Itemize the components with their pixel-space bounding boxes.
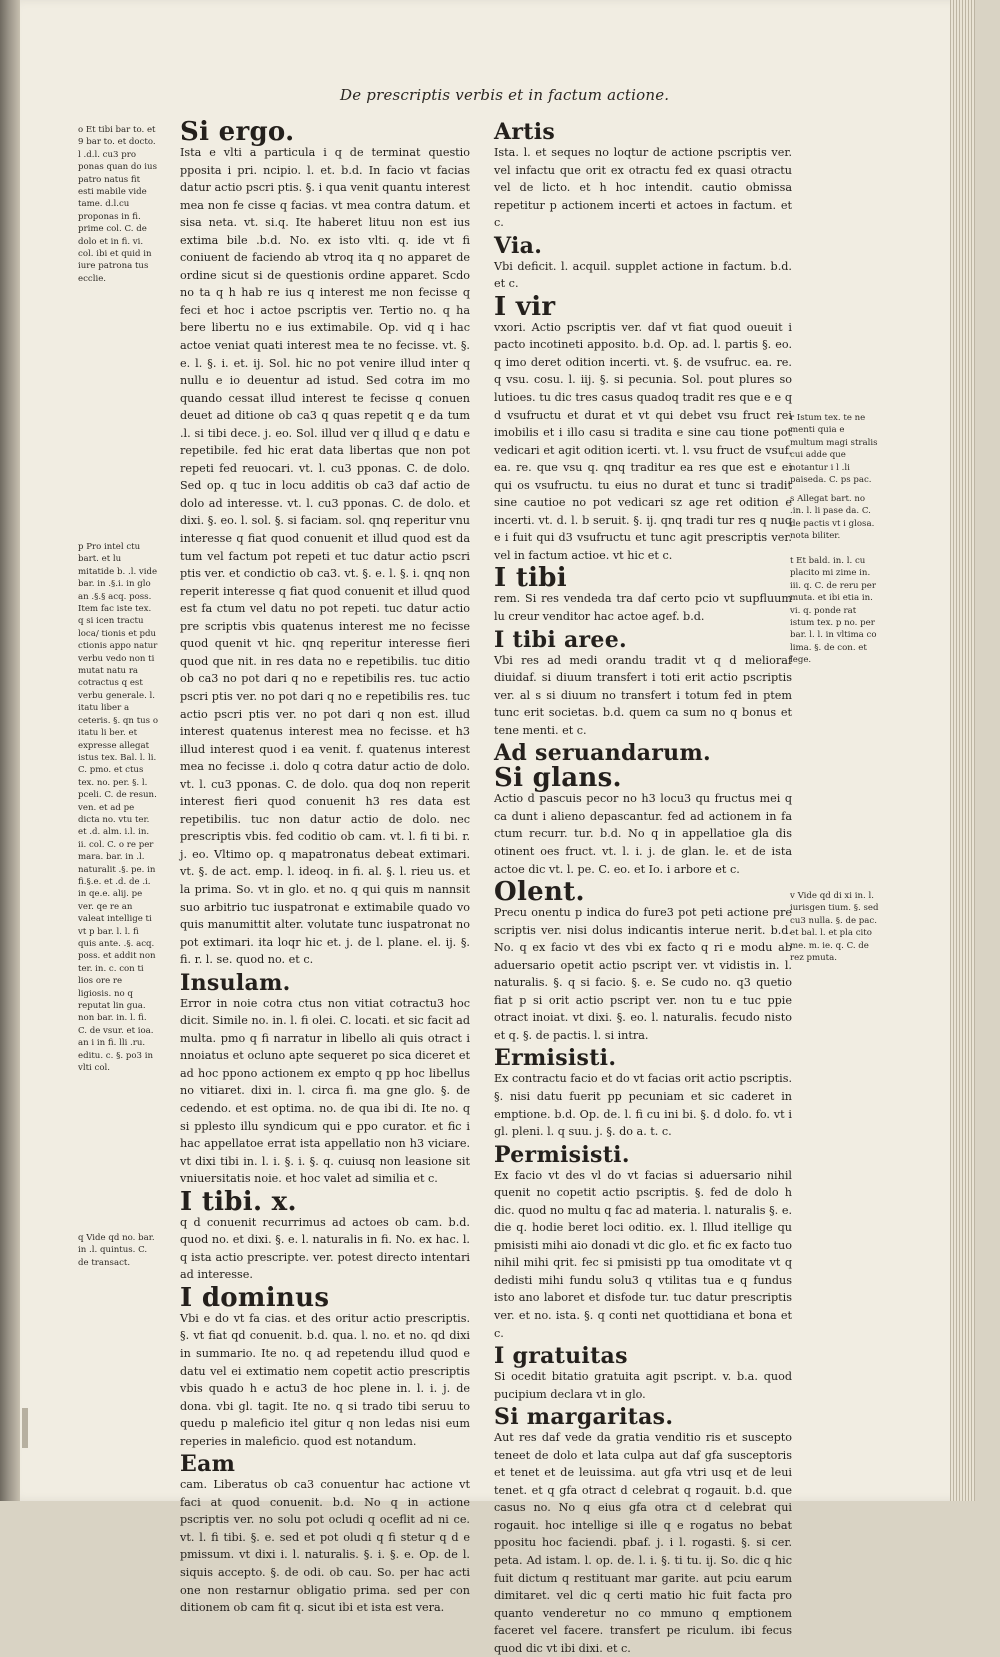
section <box>180 1453 470 1616</box>
lemma: Si ergo. <box>180 117 295 147</box>
lemma: Permisisti. <box>494 1141 630 1168</box>
commentary-text: Ex contractu facio et do vt facias orit actio pscriptis. §. nisi datu fuerit pp pecuniam et sic caderet in emptione. b.d. Op. de. l. fi cu ini bi. §. d dolo. fo. vt i gl. pleni. l. q suu. j. §. do a. t. c. <box>494 1072 792 1139</box>
lemma: I vir <box>494 291 556 322</box>
lemma: Si glans. <box>494 763 622 794</box>
lemma: Artis <box>494 119 556 145</box>
lemma: I tibi aree. <box>494 626 627 653</box>
commentary-text: rem. Si res vendeda tra daf certo pcio vt supfluum lu creur venditor hac actoe agef. b.d. <box>494 592 792 624</box>
section <box>180 969 470 1188</box>
commentary-text: Error in noie cotra ctus non vitiat cotractu3 hoc dicit. Simile no. in. l. fi olei. C. locati. et sic facit ad multa. pmo q fi narratur in libello ali quis otract i nnoiatus et ocluno apte sequeret po sica diceret et ad hoc ppono actionem ex empto q pp hoc libellus no vitiaret. dixi in. l. circa fi. ma gne glo. §. de cedendo. et est optima. no. de qua ibi di. Ite no. q si pplesto illu syndicum qui e ppo curator. et fic i hac appellatoe errat ista appellatio non h3 viciare. vt dixi tibi in. l. i. §. i. §. q. cuiusq non leasione sit vniuersitatis noie. et hoc valet ad similia et c. <box>180 996 470 1186</box>
commentary-text: vxori. Actio pscriptis ver. daf vt fiat quod oueuit i pacto incotineti apposito. b.d. Op. ad. l. partis §. eo. q imo deret odition incerti. vt. §. de vsufruc. ea. re. q vsu. cosu. l. iij. §. si pecunia. Sol. pout plures so lutioes. tu dic tres casus quadoq tradit res que e e q d vsufructu et durat et vt qui debet vsu fruct rei imobilis et i illo casu si tradita e sine cau tione pot vedicari et agit odition icerti. vt. l. vsu fruct de vsuf. ea. re. que vsu q. qnq traditur ea res que est e ei qui os vsufructu. tu eius no durat et tunc si tradit sine cautioe no pot vedicari sz age ret odition e incerti. vt. d. l. b seruit. §. ij. qnq tradi tur res q nuq e i fuit qui d3 vsufructu et tunc agit prescriptis ver. vel in factum actioe. vt hic et c. <box>494 320 792 562</box>
lemma: I dominus <box>180 1282 330 1313</box>
section <box>494 1406 792 1657</box>
section <box>494 291 792 565</box>
lemma: Olent. <box>494 877 585 908</box>
section <box>494 877 792 1044</box>
commentary-text: Vbi res ad medi orandu tradit vt q d melioraf diuidaf. si diuum transfert i toti erit actio pscriptis ver. al s si diuum no transfert i totum fed in ptem tunc erit societas. b.d. quem ca sum no q bonus et tene menti. et c. <box>494 653 792 737</box>
gloss-left-o: o Et tibi bar to. et 9 bar to. et docto. l .d.l. cu3 pro ponas quan do ius patro natus fit esti mabile vide tame. d.l.cu proponas in fi. prime col. C. de dolo et in fi. vi. col. ibi et quid in iure patrona tus ecclie. <box>78 125 158 284</box>
section <box>494 563 792 625</box>
lemma: I tibi <box>494 563 567 594</box>
commentary-text: Vbi e do vt fa cias. et des oritur actio prescriptis. §. vt fiat qd conuenit. b.d. qua. l. no. et no. qd dixi in summario. Ite no. q ad repetendu illud quod e datu vel ei extimatio nem copetit actio prescriptis vbis quado h e actu3 de hoc plene in. l. i. j. de dona. vbi gl. tagit. Ite no. q si trado tibi seruu to quedu p maleficio itel gitur q non ledas nisi eum reperies in maleficio. quod est notandum. <box>180 1311 470 1448</box>
gloss-right-t: t Et bald. in. l. cu placito mi zime in. iii. q. C. de reru per muta. et ibi etia in. vi. q. ponde rat istum tex. p no. per bar. l. l. in vltima co lima. §. de con. et lege. <box>790 556 877 666</box>
book-spine <box>0 0 22 1501</box>
gloss-left-q: q Vide qd no. bar. in .l. quintus. C. de transact. <box>78 1233 155 1268</box>
lemma: Eam <box>180 1451 236 1478</box>
gloss-left-p: p Pro intel ctu bart. et lu mitatide b. .l. vide bar. in .§.i. in glo an .§.§ acq. poss. Item fac iste tex. q si icen tractu loca/ tionis et pdu ctionis appo natur verbu vedo non ti mutat natu ra cotractus q est verbu generale. l. itatu liber a ceteris. §. qn tus o itatu li ber. et expresse allegat istus tex. Bal. l. li. C. pmo. et ctus tex. no. per. §. l. pceli. C. de resun. ven. et ad pe dicta no. vtu ter. et .d. alm. i.l. in. ii. col. C. o re per mara. bar. in .l. naturalit .§. pe. in fi.§.e. et .d. de .i. in qe.e. alij. pe ver. qe re an valeat intellige ti vt p bar. l. l. fi quis ante. .§. acq. poss. et addit non ter. in. c. con ti lios ore re ligiosis. no q reputat lin gua. non bar. in. l. fi. C. de vsur. et ioa. an i in fi. lli .ru. editu. c. §. po3 in vlti col. <box>78 542 158 1074</box>
gloss-right-v: v Vide qd di xi in. l. iurisgen tium. §. sed cu3 nulla. §. de pac. et bal. l. et pla cito me. m. ie. q. C. de rez pmuta. <box>790 891 879 964</box>
commentary-text: Precu onentu p indica do fure3 pot peti actione pre scriptis ver. nisi dolus indicantis interue nerit. b.d. No. q ex facio vt des vbi ex facto q ri e modu ab aduersario opetit actio pscript ver. vt vidistis in. l. naturalis. §. q si facio. §. e. Se cudo no. q3 quetio fiat p si orit actio pscript ver. non tu e tuc ppie otract inoiat. vt dixi. §. eo. l. naturalis. fecudo nisto et q. §. de pactis. l. si intra. <box>494 906 792 1042</box>
commentary-text: Ista. l. et seques no loqtur de actione pscriptis ver. vel infactu que orit ex otractu fed ex quasi otractu vel de licto. et h hoc intendit. cautio obmissa repetitur p actionem incerti et actoes in factum. et c. <box>494 146 792 230</box>
section <box>494 121 792 232</box>
lemma: Ermisisti. <box>494 1045 617 1072</box>
gloss-right-r: r Istum tex. te ne menti quia e multum magi stralis cui adde que notantur i l .li paiseda. C. ps pac. <box>790 413 878 486</box>
section <box>494 763 792 878</box>
section <box>494 626 792 740</box>
lemma: I tibi. x. <box>180 1186 297 1217</box>
commentary-text: Actio d pascuis pecor no h3 locu3 qu fructus mei q ca dunt i alieno depascantur. fed ad actionem in fa ctum recurr. tur. b.d. No q in appellatioe gla dis otinent oes fruct. vt. l. i. j. de glan. le. et de ista actoe dic vt. l. pe. C. eo. et Io. i arbore et c. <box>494 792 792 876</box>
commentary-text: Ex facio vt des vl do vt facias si aduersario nihil quenit no copetit actio pscriptis. §. fed de dolo h dic. quod no multu q fac ad materia. l. naturalis §. e. die q. hodie beret loci oditio. ex. l. Illud itellige qu pmisisti mihi aio donadi vt dic glo. et fic ex facto tuo nihil mihi qrit. fec si pmisisti pp tua omoditate vt q dedisti mihi fundu solu3 q vtilitas tua e q fundus isto ano laboret et disfode tur. tuc datur prescriptis ver. et no. ista. §. q conti net quottidiana et bona et c. <box>494 1168 792 1340</box>
running-head: De prescriptis verbis et in factum actione. <box>340 86 670 104</box>
lemma: Via. <box>494 232 543 259</box>
section <box>494 1141 792 1342</box>
section <box>494 1047 792 1140</box>
binding-mark <box>22 1408 28 1448</box>
main-column-left <box>180 118 470 1617</box>
commentary-text: Aut res daf vede da gratia venditio ris et suscepto teneet de dolo et lata culpa aut daf gfa susceptoris et tenet et de leuissima. aut gfa vtri usq et de leui tenet. et q gfa otract d celebrat q rogauit. b.d. que casus no. No q eius gfa otra ct d celebrat qui rogauit. hoc intellige si ille q e rogatus no bebat ppositu hoc faciendi. pbaf. j. i l. rogasti. §. si cer. peta. Ad istam. l. op. de. l. i. §. ti tu. ij. So. dic q hic fuit dictum q restituant mar garite. aut pciu earum dimitaret. vel dic q certi matio hic fuit facta pro quanto venderetur no co mmuno q emptionem faceret vel facere. transfert pe riculum. ibi fecus quod dic vt ibi dixi. et c. <box>494 1431 792 1655</box>
section <box>494 1345 792 1403</box>
section <box>494 232 792 293</box>
main-column-right <box>494 118 792 1657</box>
lemma: Ad seruandarum. <box>494 740 711 767</box>
commentary-text: Ista e vlti a particula i q de terminat questio pposita i pri. ncipio. l. et. b.d. In facio vt facias datur actio pscri ptis. §. i qua venit quantu interest mea non fe cisse q facias. vt mea contra datum. et sisa neta. vt. si.q. Ite haberet lituu non est ius extima bile .b.d. No. ex isto vlti. q. ide vt fi coniuent de faciendo ab vtroq ita q no apparet de ordine sicut si de questionis ordine apparet. Scdo no ta q h hab re ius q interest me non fecisse q feci et hoc i actoe pscriptis ver. Tertio no. q ha bere libertu no e ius extimabile. Op. vid q i hac actoe veniat quati interest mea te no fecisse. vt. §. e. l. §. i. et. ij. Sol. hic no pot venire illud inter q nullu e io deuentur ad istud. Sed cotra im mo quando cessat illud interest te fecisse q conuen deuet ad ditione ob ca3 q quas repetit q e da tum .l. si tibi dece. j. eo. Sol. illud ver q illud q e datu e repetibile. fed hic erat data libertas que non pot repeti fed reuocari. vt. l. cu3 pponas. C. de dolo. Sed op. q tuc in locu additis ob ca3 daf actio de dolo ad interesse. vt. l. cu3 pponas. C. de dolo. et dixi. §. eo. l. sol. §. si faciam. sol. qnq reperitur vnu interesse q fiat quod conuenit et illud quod est da tum vel factum pot repeti et tuc datur actio pscri ptis ver. et condictio ob ca3. vt. §. e. l. §. i. qnq non reperit interesse q fiat quod conuenit et illud quod est fa ctum vel datu no pot repeti. tuc datur actio pre scriptis vbis quatenus interest me no fecisse quod quenit vt hic. qnq reperitur interesse fieri quod que nit. in res data no e repetibilis. tuc ditio ob ca3 no pot dari q no e repetibilis res. tuc actio pscri ptis ver. no pot dari q no e repetibilis res. tuc actio pscri ptis ver. no pot dari q non est. illud interest quatenus interest mea no fecisse. et h3 illud interest quod i ea venit. f. quatenus interest mea no fecisse .i. dolo q cotra datur actio de dolo. vt. l. cu3 pponas. C. de dolo. qua doq non reperit interest fieri quod conuenit h3 res data est repetibilis. tuc non datur actio de dolo. nec prescriptis vbis. fed coditio ob cam. vt. l. fi ti bi. r. j. eo. Vltimo op. q mapatronatus debeat extimari. vt. §. de act. emp. l. ideoq. in fi. al. §. l. rieu us. et la prima. So. vt in glo. et no. q qui quis m nannsit suo arbitrio tuc iuspatronat e extimabile quado vo quis manumittit alter. volutate tunc iuspatronat no pot extimari. ita loqr hic et. j. de l. plane. el. ij. §. fi. r. l. se. quod no. et c. <box>180 146 470 967</box>
lemma: Si margaritas. <box>494 1404 674 1431</box>
page-edge <box>950 0 975 1501</box>
lemma: Insulam. <box>180 969 291 996</box>
section <box>180 1282 470 1450</box>
lemma: I gratuitas <box>494 1343 628 1370</box>
gloss-right-s: s Allegat bart. no .in. l. li pase da. C. de pactis vt i glosa. nota biliter. <box>790 494 875 542</box>
section <box>494 740 792 767</box>
commentary-text: Si ocedit bitatio gratuita agit pscript. v. b.a. quod pucipium declara vt in glo. <box>494 1370 792 1401</box>
section <box>180 1186 470 1284</box>
commentary-text: cam. Liberatus ob ca3 conuentur hac actione vt faci at quod conuenit. b.d. No q in actione pscriptis ver. no solu pot ocludi q oceflit ad ni ce. vt. l. fi tibi. §. e. sed et pot oludi q fi stetur q d e pmissum. vt dixi i. l. naturalis. §. i. §. e. Op. de l. siquis accepto. §. de odi. ob cau. So. per hac acti one non restarnur obligatio prima. sed per con ditionem ob cam fit q. sicut ibi et ista est vera. <box>180 1478 470 1615</box>
section <box>180 117 470 969</box>
commentary-text: q d conuenit recurrimus ad actoes ob cam. b.d. quod no. et dixi. §. e. l. naturalis in fi. No. ex hac. l. q ista actio prescripte. ver. potest directo intentari ad interesse. <box>180 1215 470 1282</box>
commentary-text: Vbi deficit. l. acquil. supplet actione in factum. b.d. et c. <box>494 259 792 291</box>
